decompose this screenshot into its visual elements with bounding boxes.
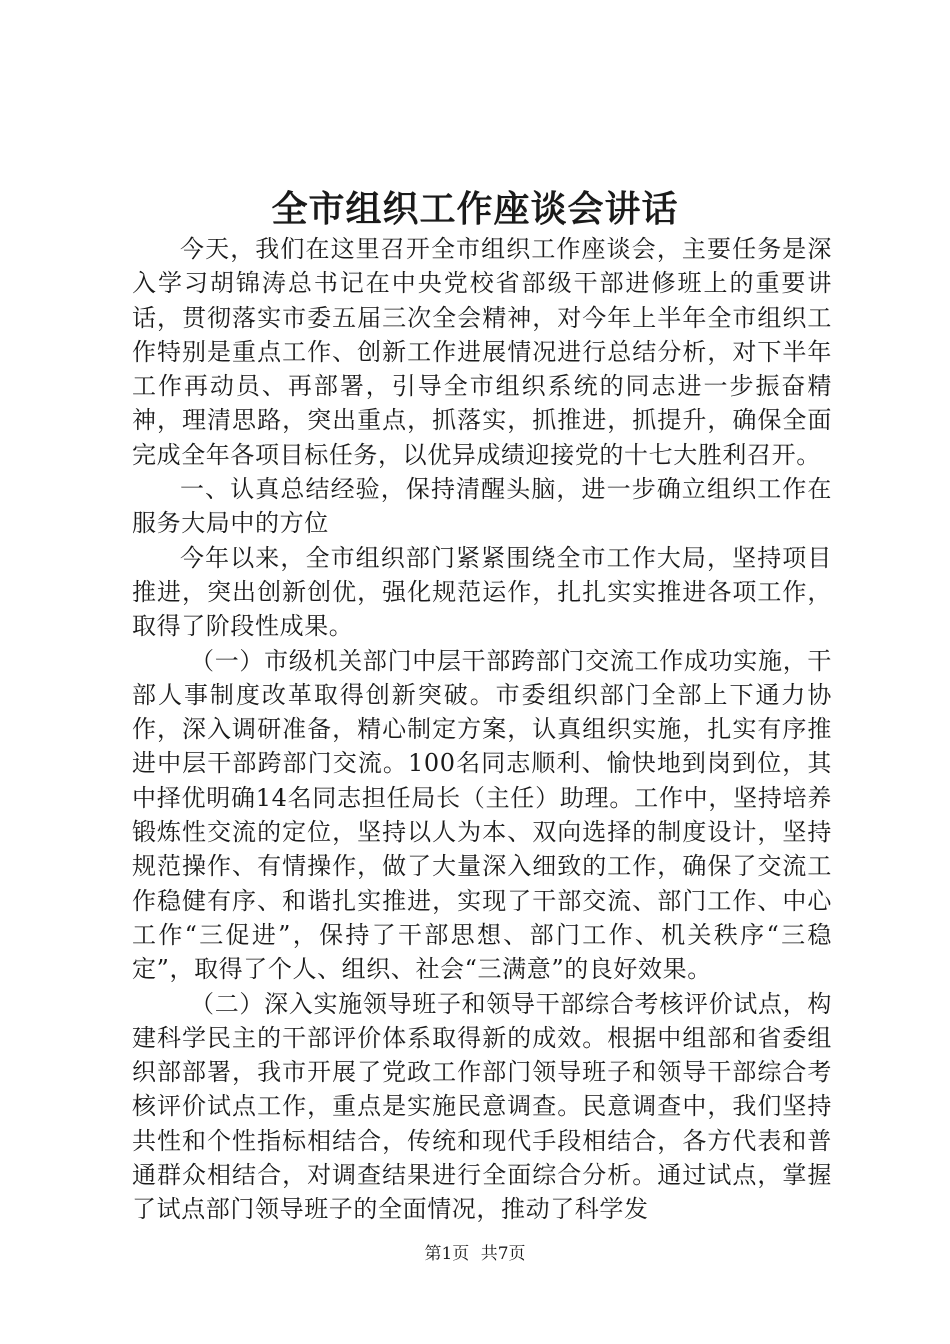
section-summary-paragraph: 今年以来，全市组织部门紧紧围绕全市工作大局，坚持项目推进，突出创新创优，强化规范运作，扎扎实实推进各项工作，取得了阶段性成果。: [132, 543, 832, 641]
subsection-2-paragraph: （二）深入实施领导班子和领导干部综合考核评价试点，构建科学民主的干部评价体系取得新的成效。根据中组部和省委组织部部署，我市开展了党政工作部门领导班子和领导干部综合考核评价试点工作，重点是实施民意调查。民意调查中，我们坚持共性和个性指标相结合，传统和现代手段相结合，各方代表和普通群众相结合，对调查结果进行全面综合分析。通过试点，掌握了试点部门领导班子的全面情况，推动了科学发: [132, 989, 832, 1224]
intro-paragraph: 今天，我们在这里召开全市组织工作座谈会，主要任务是深入学习胡锦涛总书记在中央党校省部级干部进修班上的重要讲话，贯彻落实市委五届三次全会精神，对今年上半年全市组织工作特别是重点工作、创新工作进展情况进行总结分析，对下半年工作再动员、再部署，引导全市组织系统的同志进一步振奋精神，理清思路，突出重点，抓落实，抓推进，抓提升，确保全面完成全年各项目标任务，以优异成绩迎接党的十七大胜利召开。: [132, 235, 832, 469]
page-number: 第1页: [424, 1244, 470, 1264]
section-heading-1: 一、认真总结经验，保持清醒头脑，进一步确立组织工作在服务大局中的方位: [132, 475, 832, 538]
subsection-1-paragraph: （一）市级机关部门中层干部跨部门交流工作成功实施，干部人事制度改革取得创新突破。市委组织部门全部上下通力协作，深入调研准备，精心制定方案，认真组织实施，扎实有序推进中层干部跨部门交流。100名同志顺利、愉快地到岗到位，其中择优明确14名同志担任局长（主任）助理。工作中，坚持培养锻炼性交流的定位，坚持以人为本、双向选择的制度设计，坚持规范操作、有情操作，做了大量深入细致的工作，确保了交流工作稳健有序、和谐扎实推进，实现了干部交流、部门工作、中心工作“三促进”，保持了干部思想、部门工作、机关秩序“三稳定”，取得了个人、组织、社会“三满意”的良好效果。: [132, 646, 832, 984]
page-total: 共7页: [480, 1244, 526, 1264]
document-title: 全市组织工作座谈会讲话: [271, 188, 679, 230]
document-body: [132, 232, 832, 1227]
page-footer: [0, 1242, 950, 1266]
